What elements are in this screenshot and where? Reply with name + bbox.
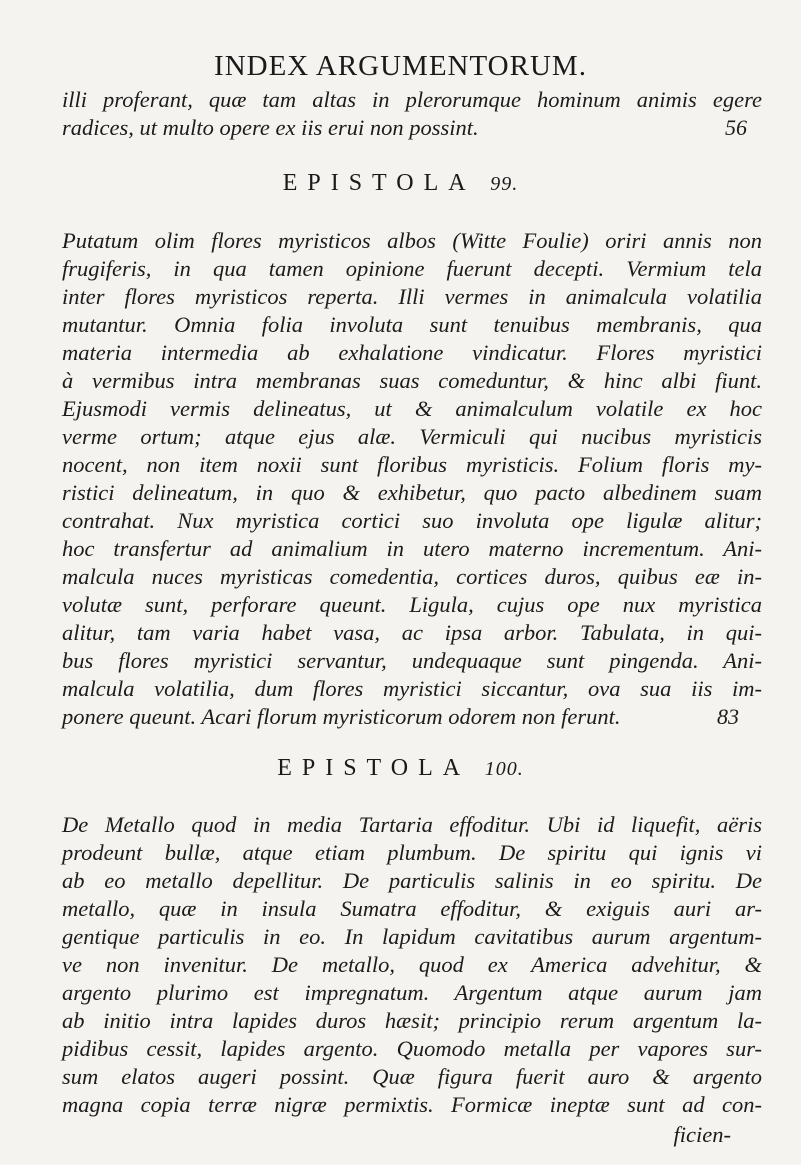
text-line: hoc transfertur ad animalium in utero materno incrementum. Ani- [62, 536, 762, 561]
text-line: malcula nuces myristicas comedentia, cortices duros, quibus eæ in- [62, 564, 762, 589]
page-reference: 56 [725, 115, 747, 140]
text-line: magna copia terræ nigræ permixtis. Formicæ ineptæ sunt ad con- [62, 1092, 762, 1117]
text-line: metallo, quæ in insula Sumatra effoditur, & exiguis auri ar- [62, 896, 762, 921]
text-line: sum elatos augeri possint. Quæ figura fuerit auro & argento [62, 1064, 762, 1089]
text-line: frugiferis, in qua tamen opinione fuerunt decepti. Vermium tela [62, 256, 762, 281]
section-heading-label: EPISTOLA [277, 755, 469, 781]
text-line: ve non invenitur. De metallo, quod ex America advehitur, & [62, 952, 762, 977]
text-line: De Metallo quod in media Tartaria effoditur. Ubi id liquefit, aëris [62, 812, 762, 837]
text-line: à vermibus intra membranas suas comeduntur, & hinc albi fiunt. [62, 368, 762, 393]
text-line: ab initio intra lapides duros hæsit; principio rerum argentum la- [62, 1008, 762, 1033]
page-reference: 83 [717, 704, 739, 729]
text-line: Putatum olim flores myristicos albos (Witte Foulie) oriri annis non [62, 228, 762, 253]
text-line: inter flores myristicos reperta. Illi vermes in animalcula volatilia [62, 284, 762, 309]
text-line: Ejusmodi vermis delineatus, ut & animalculum volatile ex hoc [62, 396, 762, 421]
text-line: ristici delineatum, in quo & exhibetur, quo pacto albedinem suam [62, 480, 762, 505]
text-line: pidibus cessit, lapides argento. Quomodo metalla per vapores sur- [62, 1036, 762, 1061]
text-line: illi proferant, quæ tam altas in plerorumque hominum animis egere [62, 87, 762, 112]
text-line: mutantur. Omnia folia involuta sunt tenuibus membranis, qua [62, 312, 762, 337]
text-line: gentique particulis in eo. In lapidum cavitatibus aurum argentum- [62, 924, 762, 949]
text-line: prodeunt bullæ, atque etiam plumbum. De spiritu qui ignis vi [62, 840, 762, 865]
text-line: ab eo metallo depellitur. De particulis salinis in eo spiritu. De [62, 868, 762, 893]
text-line: volutæ sunt, perforare queunt. Ligula, cujus ope nux myristica [62, 592, 762, 617]
text-line: argento plurimo est impregnatum. Argentum atque aurum jam [62, 980, 762, 1005]
section-heading [0, 755, 801, 782]
running-head: INDEX ARGUMENTORUM. [214, 50, 587, 82]
section-heading [0, 170, 801, 197]
text-line: materia intermedia ab exhalatione vindicatur. Flores myristici [62, 340, 762, 365]
text-line: verme ortum; atque ejus alæ. Vermiculi qui nucibus myristicis [62, 424, 762, 449]
text-line: contrahat. Nux myristica cortici suo involuta ope ligulæ alitur; [62, 508, 762, 533]
text-line: radices, ut multo opere ex iis erui non possint. [62, 115, 479, 140]
text-line: bus flores myristici servantur, undequaque sunt pingenda. Ani- [62, 648, 762, 673]
catchword: ficien- [673, 1122, 731, 1147]
text-line: malcula volatilia, dum flores myristici siccantur, ova sua iis im- [62, 676, 762, 701]
text-line: nocent, non item noxii sunt floribus myristicis. Folium floris my- [62, 452, 762, 477]
section-heading-number: 100. [484, 758, 524, 780]
text-line: ponere queunt. Acari florum myristicorum odorem non ferunt. [62, 704, 621, 729]
section-heading-number: 99. [490, 173, 519, 195]
text-line: alitur, tam varia habet vasa, ac ipsa arbor. Tabulata, in qui- [62, 620, 762, 645]
section-heading-label: EPISTOLA [282, 170, 475, 196]
